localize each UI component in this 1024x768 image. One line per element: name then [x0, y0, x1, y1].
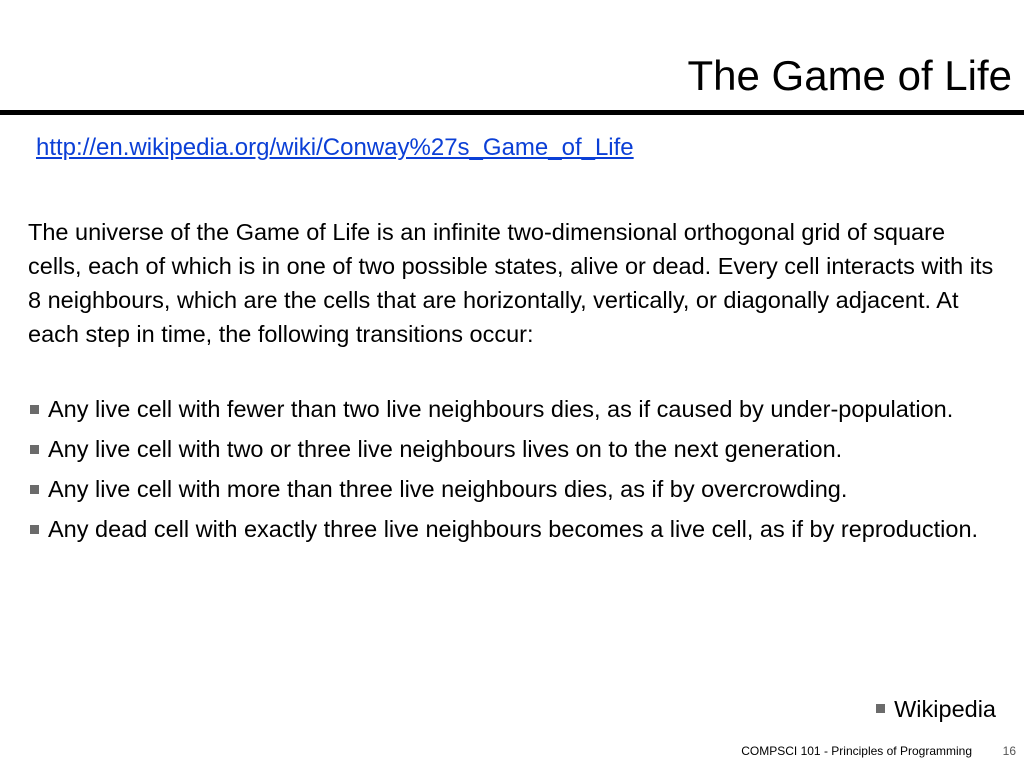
citation [876, 693, 996, 725]
rule-text: Any live cell with two or three live neighbours lives on to the next generation. [48, 436, 843, 462]
square-bullet-icon [876, 704, 885, 713]
square-bullet-icon [30, 445, 39, 454]
rule-text: Any live cell with fewer than two live neighbours dies, as if caused by under-population. [48, 396, 954, 422]
footer-course: COMPSCI 101 - Principles of Programming [741, 744, 972, 758]
wikipedia-link[interactable]: http://en.wikipedia.org/wiki/Conway%27s_Game_of_Life [36, 134, 634, 161]
intro-paragraph: The universe of the Game of Life is an infinite two-dimensional orthogonal grid of square cells, each of which is in one of two possible states, alive or dead. Every cell interacts with its 8 neighbours, which are the cells that are horizontally, vertically, or diagonally adjacent. At each step in time, the following transitions occur: [28, 219, 994, 347]
title-divider [0, 110, 1024, 115]
rules-list [28, 392, 988, 552]
slide-number: 16 [1002, 744, 1016, 758]
list-item [28, 432, 988, 466]
square-bullet-icon [30, 525, 39, 534]
citation-text: Wikipedia [894, 696, 996, 722]
list-item [28, 392, 988, 426]
square-bullet-icon [30, 405, 39, 414]
rule-text: Any dead cell with exactly three live neighbours becomes a live cell, as if by reproduction. [48, 516, 979, 542]
square-bullet-icon [30, 485, 39, 494]
list-item [28, 472, 988, 506]
slide-title: The Game of Life [687, 52, 1012, 99]
list-item [28, 512, 988, 546]
rule-text: Any live cell with more than three live neighbours dies, as if by overcrowding. [48, 476, 848, 502]
